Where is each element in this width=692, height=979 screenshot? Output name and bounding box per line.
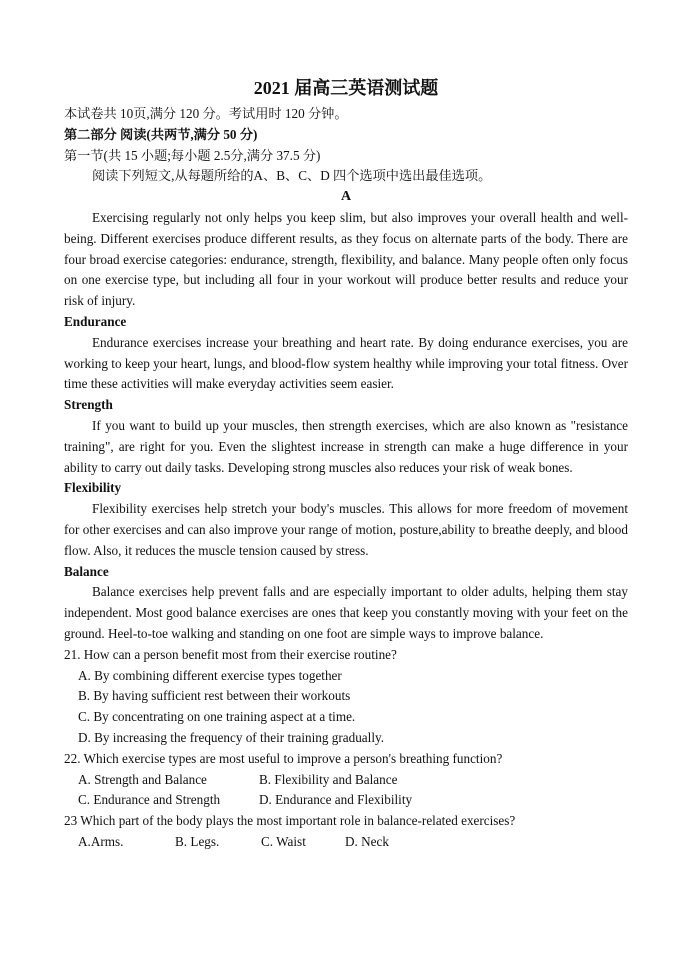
section-text-endurance: Endurance exercises increase your breathing and heart rate. By doing endurance exercises, you are working to keep your heart, lungs, and blood-flow system healthy while improving your total fitness. Over time these activities will make everyday activities seem easier. xyxy=(64,334,628,392)
question-21-option-c: C. By concentrating on one training aspect at a time. xyxy=(78,709,356,725)
question-22-options-row-1 xyxy=(64,770,628,791)
question-22-option-c: C. Endurance and Strength xyxy=(78,792,221,808)
passage-letter: A xyxy=(340,189,352,205)
question-21-option-a: A. By combining different exercise types together xyxy=(78,667,342,683)
intro-paragraph: Exercising regularly not only helps you keep slim, but also improves your overall health and well-being. Different exercises produce different results, as they focus on alternate parts of the body. There are four broad exercise categories: endurance, strength, flexibility, and balance. Many people often only focus on one exercise type, but including all four in your workout will produce better results and reduce your risk of injury. xyxy=(64,209,628,309)
question-21: 21. How can a person benefit most from their exercise routine? xyxy=(64,646,397,662)
section-heading-strength: Strength xyxy=(64,397,113,413)
part-heading: 第二部分 阅读(共两节,满分 50 分) xyxy=(64,126,258,142)
section-text-balance: Balance exercises help prevent falls and are especially important to older adults, helping them stay independent. Most good balance exercises are ones that keep you constantly moving with your feet on the ground. Heel-to-toe walking and standing on one foot are simple ways to improve balance. xyxy=(64,584,628,641)
question-21-option-b: B. By having sufficient rest between their workouts xyxy=(78,688,351,704)
section-heading-flexibility: Flexibility xyxy=(64,480,122,496)
question-23-option-d: D. Neck xyxy=(345,833,389,849)
section-heading: 第一节(共 15 小题;每小题 2.5分,满分 37.5 分) xyxy=(64,147,321,163)
question-22-option-b: B. Flexibility and Balance xyxy=(259,771,398,787)
question-23-options-row xyxy=(64,832,628,853)
question-22: 22. Which exercise types are most useful to improve a person's breathing function? xyxy=(64,750,503,766)
question-21-option-d: D. By increasing the frequency of their training gradually. xyxy=(78,729,385,745)
instruction-text: 阅读下列短文,从每题所给的A、B、C、D 四个选项中选出最佳选项。 xyxy=(92,168,492,184)
exam-info: 本试卷共 10页,满分 120 分。考试用时 120 分钟。 xyxy=(64,106,348,121)
question-22-option-d: D. Endurance and Flexibility xyxy=(259,792,413,808)
section-text-flexibility: Flexibility exercises help stretch your body's muscles. This allows for more freedom of movement for other exercises and can also improve your range of motion, posture,ability to breathe deeply, and blood flow. Also, it reduces the muscle tension caused by stress. xyxy=(64,501,628,558)
question-22-option-a: A. Strength and Balance xyxy=(78,771,207,787)
question-22-options-row-2 xyxy=(64,790,628,811)
question-23-option-b: B. Legs. xyxy=(175,833,220,849)
question-23: 23 Which part of the body plays the most important role in balance-related exercises? xyxy=(64,813,516,829)
exam-title: 2021 届高三英语测试题 xyxy=(253,78,439,98)
question-23-option-c: C. Waist xyxy=(261,833,306,849)
section-text-strength: If you want to build up your muscles, then strength exercises, which are also known as "resistance training", are right for you. Even the slightest increase in strength can make a huge difference in your ability to carry out daily tasks. Developing strong muscles also reduces your risk of weak bones. xyxy=(64,417,628,475)
question-23-option-a: A.Arms. xyxy=(78,833,124,849)
section-heading-endurance: Endurance xyxy=(64,313,127,329)
section-heading-balance: Balance xyxy=(64,563,109,579)
